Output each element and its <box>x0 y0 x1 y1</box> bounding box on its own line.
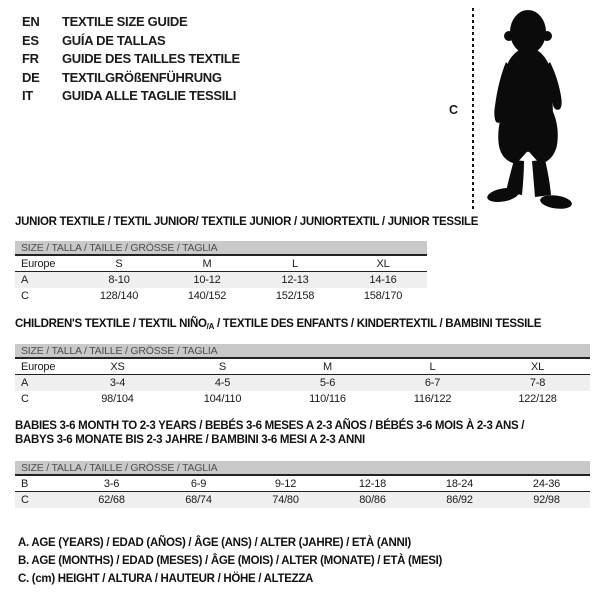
lang-row-fr <box>22 50 240 69</box>
size-cell: XL <box>530 360 545 373</box>
table-row-months <box>15 476 590 492</box>
children-title-text: / TEXTILE DES ENFANTS / KINDERTEXTIL / BAMBINI TESSILE <box>214 318 542 330</box>
size-cell: S <box>218 360 227 373</box>
legend-notes <box>18 534 442 588</box>
size-cell: L <box>292 257 298 270</box>
note-age-months: B. AGE (MONTHS) / EDAD (MESES) / ÂGE (MOIS) / ALTER (MONATE) / ETÀ (MESI) <box>18 555 443 567</box>
height-cell: 140/152 <box>187 290 227 302</box>
row-label: B <box>21 477 29 490</box>
row-label: A <box>21 377 29 389</box>
row-label: A <box>21 274 29 286</box>
lang-label: TEXTILGRÖßENFÜHRUNG <box>62 69 222 85</box>
months-cell: 9-12 <box>274 477 297 490</box>
note-age-years: A. AGE (YEARS) / EDAD (AÑOS) / ÂGE (ANS) / ALTER (JAHRE) / ETÀ (ANNI) <box>18 537 411 549</box>
lang-label: GUIDE DES TAILLES TEXTILE <box>62 51 240 66</box>
size-band-header: SIZE / TALLA / TAILLE / GRÖSSE / TAGLIA <box>15 241 427 256</box>
row-label: C <box>21 393 29 405</box>
lang-code: DE <box>22 69 40 85</box>
height-cell: 80/86 <box>359 494 386 506</box>
age-cell: 12-13 <box>281 274 309 286</box>
height-cell: 74/80 <box>272 494 299 506</box>
table-row-height <box>15 288 427 304</box>
size-cell: M <box>202 257 212 270</box>
age-cell: 14-16 <box>369 274 397 286</box>
baby-silhouette <box>476 6 580 217</box>
months-cell: 24-36 <box>532 477 561 490</box>
height-dashed-line <box>472 8 474 210</box>
height-cell: 110/116 <box>309 393 346 405</box>
children-title-subscript: /A <box>206 322 215 331</box>
months-cell: 3-6 <box>103 477 120 490</box>
table-row-age <box>15 272 427 288</box>
row-label: C <box>21 494 29 506</box>
lang-code: ES <box>22 32 39 48</box>
height-cell: 98/104 <box>101 393 134 405</box>
note-height-cm: C. (cm) HEIGHT / ALTURA / HAUTEUR / HÖHE / ALTEZZA <box>18 573 314 585</box>
height-cell: 104/110 <box>203 393 242 405</box>
age-cell: 3-4 <box>109 377 126 389</box>
junior-section-title: JUNIOR TEXTILE / TEXTIL JUNIOR/ TEXTILE JUNIOR / JUNIORTEXTIL / JUNIOR TESSILE <box>15 216 479 228</box>
babies-title-line1: BABIES 3-6 MONTH TO 2-3 YEARS / BEBÉS 3-6 MESES A 2-3 AÑOS / BÉBÉS 3-6 MOIS À 2-3 ANS / <box>15 420 525 432</box>
table-row-sizes <box>15 256 427 272</box>
babies-title-line2: BABYS 3-6 MONATE BIS 2-3 JAHRE / BAMBINI 3-6 MESI A 2-3 ANNI <box>15 433 365 446</box>
height-cell: 68/74 <box>185 494 212 506</box>
age-cell: 8-10 <box>108 274 130 286</box>
babies-section-title <box>15 420 524 447</box>
lang-row-it <box>22 87 240 106</box>
months-cell: 6-9 <box>190 477 207 490</box>
months-cell: 12-18 <box>358 477 387 490</box>
height-cell: 116/122 <box>413 393 452 405</box>
row-label: Europe <box>21 257 56 270</box>
lang-row-de <box>22 69 240 88</box>
table-row-height <box>15 391 590 407</box>
height-cell: 152/158 <box>275 290 315 302</box>
lang-label: TEXTILE SIZE GUIDE <box>62 14 188 29</box>
age-cell: 5-6 <box>319 377 336 389</box>
lang-code: EN <box>22 14 40 29</box>
size-cell: M <box>323 360 332 373</box>
size-band-header: SIZE / TALLA / TAILLE / GRÖSSE / TAGLIA <box>15 344 590 359</box>
age-cell: 10-12 <box>193 274 221 286</box>
lang-row-es <box>22 32 240 51</box>
height-cell: 122/128 <box>518 393 557 405</box>
table-row-age <box>15 375 590 391</box>
height-cell: 86/92 <box>446 494 473 506</box>
size-band-header: SIZE / TALLA / TAILLE / GRÖSSE / TAGLIA <box>15 461 590 476</box>
size-cell: XS <box>110 360 125 373</box>
age-cell: 7-8 <box>529 377 546 389</box>
babies-size-table <box>15 461 590 508</box>
size-cell: XL <box>376 257 390 270</box>
lang-label: GUÍA DE TALLAS <box>62 32 166 48</box>
language-title-list <box>22 13 240 106</box>
table-row-height <box>15 492 590 508</box>
children-section-title <box>15 318 541 334</box>
lang-code: FR <box>22 51 39 66</box>
lang-row-en <box>22 13 240 32</box>
height-cell: 92/98 <box>533 494 560 506</box>
table-row-sizes <box>15 359 590 375</box>
row-label: C <box>21 290 29 302</box>
junior-size-table <box>15 241 427 304</box>
size-cell: S <box>115 257 123 270</box>
height-marker-label: C <box>449 103 459 117</box>
children-title-text: CHILDREN'S TEXTILE / TEXTIL NIÑO <box>15 318 207 330</box>
height-cell: 128/140 <box>99 290 139 302</box>
lang-label: GUIDA ALLE TAGLIE TESSILI <box>62 88 237 103</box>
age-cell: 4-5 <box>214 377 231 389</box>
age-cell: 6-7 <box>424 377 441 389</box>
row-label: Europe <box>21 360 56 373</box>
children-size-table <box>15 344 590 407</box>
months-cell: 18-24 <box>445 477 474 490</box>
toddler-silhouette-image <box>476 6 580 212</box>
height-cell: 158/170 <box>363 290 403 302</box>
height-cell: 62/68 <box>98 494 125 506</box>
lang-code: IT <box>22 88 33 103</box>
size-cell: L <box>429 360 436 373</box>
